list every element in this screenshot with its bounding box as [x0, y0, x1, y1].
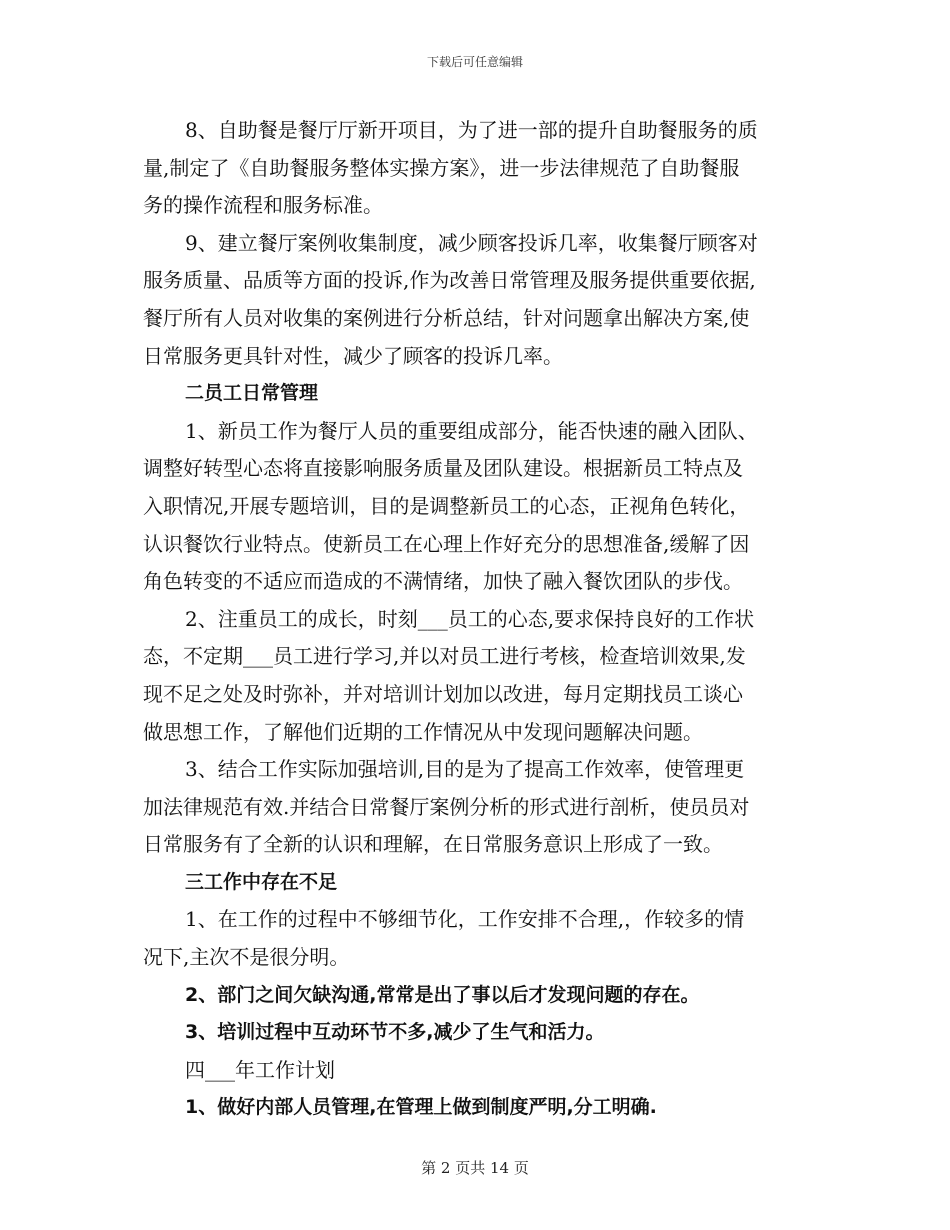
text-line: 量,制定了《自助餐服务整体实操方案》，进一步法律规范了自助餐服	[143, 155, 740, 180]
text-line: 日常服务更具针对性，减少了顾客的投诉几率。	[143, 343, 563, 368]
page-header: 下载后可任意编辑	[426, 55, 523, 69]
text-line: 加法律规范有效.并结合日常餐厅案例分析的形式进行剖析，使员员对	[143, 794, 750, 819]
text-line: 服务质量、品质等方面的投诉,作为改善日常管理及服务提供重要依据,	[143, 268, 756, 293]
text-line: 9、建立餐厅案例收集制度，减少顾客投诉几率，收集餐厅顾客对	[185, 230, 758, 255]
text-line: 餐厅所有人员对收集的案例进行分析总结，针对问题拿出解决方案,使	[143, 305, 750, 330]
text-line: 调整好转型心态将直接影响服务质量及团队建设。根据新员工特点及	[143, 456, 743, 481]
section-heading: 三工作中存在不足	[185, 870, 338, 893]
text-line: 入职情况,开展专题培训，目的是调整新员工的心态，正视角色转化，	[143, 493, 750, 518]
text-line: 2、部门之间欠缺沟通,常常是出了事以后才发现问题的存在。	[185, 983, 700, 1006]
text-line: 2、注重员工的成长，时刻___员工的心态,要求保持良好的工作状	[185, 606, 755, 631]
text-line: 1、在工作的过程中不够细节化，工作安排不合理,，作较多的情	[185, 907, 745, 932]
text-line: 日常服务有了全新的认识和理解，在日常服务意识上形成了一致。	[143, 832, 723, 857]
text-line: 务的操作流程和服务标准。	[143, 193, 383, 218]
text-line: 3、结合工作实际加强培训,目的是为了提高工作效率，使管理更	[185, 757, 745, 782]
text-line: 四___年工作计划	[185, 1057, 335, 1082]
text-line: 现不足之处及时弥补，并对培训计划加以改进，每月定期找员工谈心	[143, 681, 743, 706]
text-line: 态，不定期___员工进行学习,并以对员工进行考核，检查培训效果,发	[143, 644, 746, 669]
text-line: 况下,主次不是很分明。	[143, 945, 350, 970]
section-heading: 二员工日常管理	[185, 382, 319, 405]
text-line: 1、做好内部人员管理,在管理上做到制度严明,分工明确.	[185, 1096, 657, 1119]
page-footer: 第 2 页共 14 页	[421, 1159, 529, 1177]
text-line: 角色转变的不适应而造成的不满情绪，加快了融入餐饮团队的步伐。	[143, 569, 743, 594]
text-line: 做思想工作，了解他们近期的工作情况从中发现问题解决问题。	[143, 719, 703, 744]
text-line: 3、培训过程中互动环节不多,减少了生气和活力。	[185, 1021, 605, 1044]
text-line: 8、自助餐是餐厅厅新开项目，为了进一部的提升自助餐服务的质	[185, 118, 758, 142]
text-line: 认识餐饮行业特点。使新员工在心理上作好充分的思想准备,缓解了因	[143, 531, 750, 556]
document-body	[143, 112, 805, 1127]
text-line: 1、新员工作为餐厅人员的重要组成部分，能否快速的融入团队、	[185, 418, 758, 443]
